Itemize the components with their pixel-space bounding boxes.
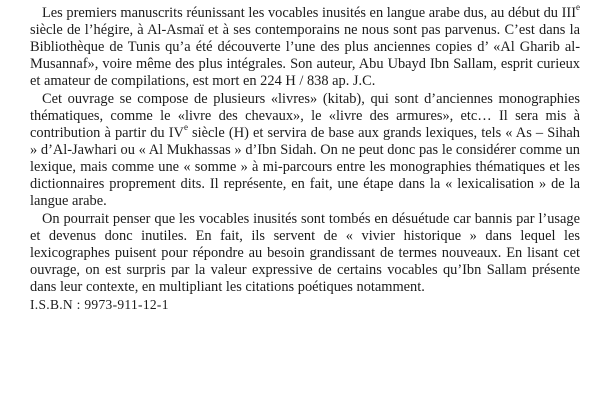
century-superscript-2: e (183, 122, 188, 133)
century-superscript-1: e (576, 2, 580, 13)
paragraph-2 (30, 91, 580, 210)
paragraph-3: On pourrait penser que les vocables inusités sont tombés en désuétude car bannis par l’usage et devenus donc inutiles. En fait, ils servent de « vivier historique » dans lequel les lexicographes puisent pour répondre au besoin grandissant de termes nouveaux. En lisant cet ouvrage, on est surpris par la valeur expressive de certains vocables qu’Ibn Sallam présente dans leur contexte, en multipliant les citations poétiques notamment. (30, 211, 580, 295)
paragraph-2-text-a: Cet ouvrage se compose de plusieurs «livres» (kitab), qui sont d’anciennes monographies thématiques, comme le «livre des chevaux», le «livre des armures», etc… Il sera mis à contribution à partir du IV (30, 91, 580, 141)
paragraph-1 (30, 2, 580, 90)
paragraph-2-text-b: siècle (H) et servira de base aux grands lexiques, tels « As – Sihah » d’Al-Jawhari ou « Al Mukhassas » d’Ibn Sidah. On ne peut donc pas le considérer comme un lexique, mais comme une « somme » à mi-parcours entre les monographies thématiques et les dictionnaires proprement dits. Il représente, en fait, une étape dans la « lexicalisation » de la langue arabe. (30, 125, 580, 209)
isbn-line: I.S.B.N : 9973-911-12-1 (30, 297, 169, 312)
paragraph-1-text-a: Les premiers manuscrits réunissant les vocables inusités en langue arabe dus, au début du III (42, 5, 576, 21)
paragraph-1-text-b: siècle de l’hégire, à Al-Asmaï et à ses contemporains ne nous sont pas parvenus. C’est dans la Bibliothèque de Tunis qu’a été découverte l’une des plus anciennes copies d’ «Al Gharib al-Musannaf», voire même des plus intégrales. Son auteur, Abu Ubayd Ibn Sallam, esprit curieux et amateur de compilations, est mort en 224 H / 838 ap. J.C. (30, 22, 580, 89)
